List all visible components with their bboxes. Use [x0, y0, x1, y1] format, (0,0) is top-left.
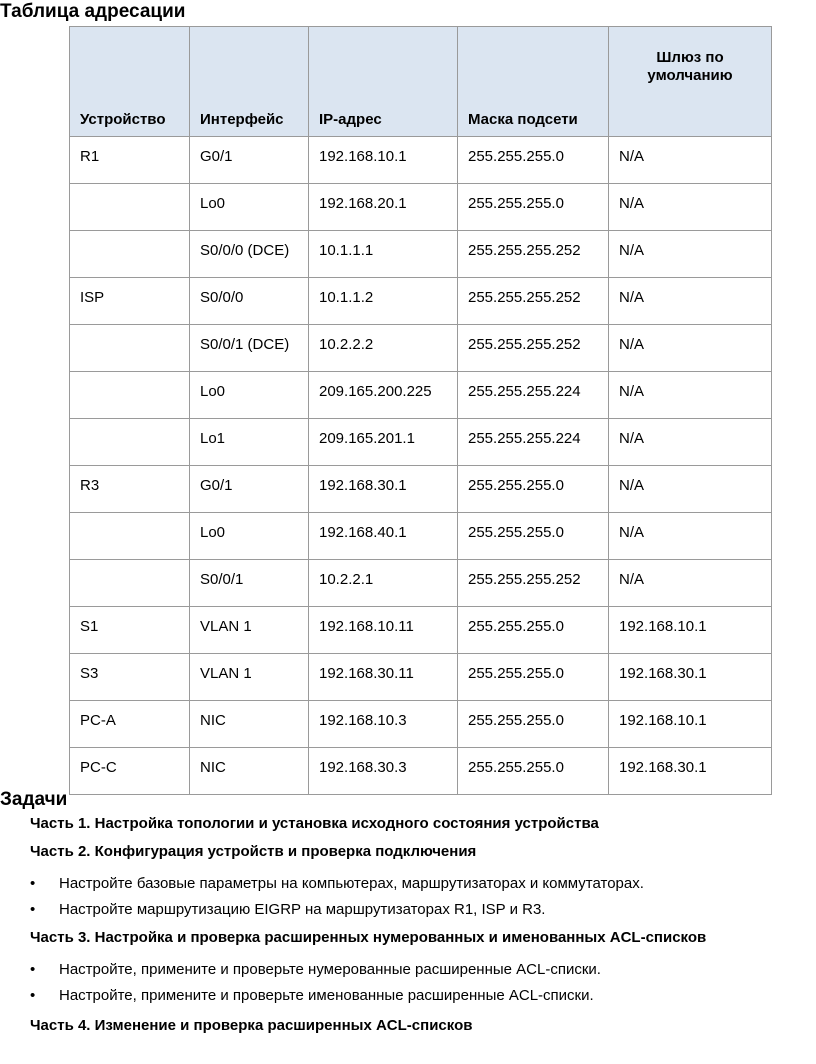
- cell-default-gateway: N/A: [609, 560, 772, 607]
- header-interface: Интерфейс: [190, 27, 309, 137]
- table-row: [70, 607, 772, 654]
- table-row: [70, 184, 772, 231]
- bullet-icon: •: [30, 875, 36, 892]
- tasks-section: [30, 815, 810, 1035]
- cell-ip-address: 192.168.10.11: [309, 607, 458, 654]
- part-4-heading: Часть 4. Изменение и проверка расширенных ACL-списков: [30, 1017, 473, 1034]
- cell-device: S1: [70, 607, 190, 654]
- cell-interface: NIC: [190, 701, 309, 748]
- cell-interface: G0/1: [190, 137, 309, 184]
- cell-subnet-mask: 255.255.255.0: [458, 137, 609, 184]
- cell-subnet-mask: 255.255.255.252: [458, 278, 609, 325]
- cell-default-gateway: N/A: [609, 513, 772, 560]
- cell-default-gateway: 192.168.30.1: [609, 748, 772, 795]
- cell-device: [70, 231, 190, 278]
- cell-default-gateway: N/A: [609, 419, 772, 466]
- table-row: [70, 231, 772, 278]
- cell-interface: G0/1: [190, 466, 309, 513]
- table-row: [70, 137, 772, 184]
- cell-device: PC-A: [70, 701, 190, 748]
- cell-interface: Lo0: [190, 184, 309, 231]
- header-default-gateway: Шлюз по умолчанию: [609, 27, 772, 137]
- table-row: [70, 513, 772, 560]
- cell-default-gateway: N/A: [609, 278, 772, 325]
- list-item-text: Настройте, примените и проверьте нумерованные расширенные ACL-списки.: [59, 961, 601, 978]
- cell-ip-address: 192.168.10.3: [309, 701, 458, 748]
- cell-interface: S0/0/1: [190, 560, 309, 607]
- cell-default-gateway: N/A: [609, 325, 772, 372]
- part-3-heading: Часть 3. Настройка и проверка расширенных нумерованных и именованных ACL-списков: [30, 929, 707, 946]
- part-3-list: [30, 961, 810, 1005]
- cell-interface: VLAN 1: [190, 607, 309, 654]
- header-ip-address: IP-адрес: [309, 27, 458, 137]
- header-subnet-mask: Маска подсети: [458, 27, 609, 137]
- cell-subnet-mask: 255.255.255.252: [458, 560, 609, 607]
- cell-subnet-mask: 255.255.255.224: [458, 372, 609, 419]
- cell-subnet-mask: 255.255.255.0: [458, 184, 609, 231]
- table-row: [70, 466, 772, 513]
- cell-device: [70, 372, 190, 419]
- table-row: [70, 654, 772, 701]
- part-2-list: [30, 875, 810, 919]
- cell-interface: S0/0/0 (DCE): [190, 231, 309, 278]
- cell-device: PC-C: [70, 748, 190, 795]
- page-title: Таблица адресации: [0, 1, 186, 22]
- cell-subnet-mask: 255.255.255.0: [458, 748, 609, 795]
- cell-subnet-mask: 255.255.255.0: [458, 607, 609, 654]
- table-row: [70, 701, 772, 748]
- cell-default-gateway: 192.168.30.1: [609, 654, 772, 701]
- cell-default-gateway: N/A: [609, 466, 772, 513]
- cell-interface: NIC: [190, 748, 309, 795]
- cell-ip-address: 10.2.2.1: [309, 560, 458, 607]
- cell-ip-address: 192.168.40.1: [309, 513, 458, 560]
- cell-device: [70, 419, 190, 466]
- list-item-text: Настройте базовые параметры на компьютерах, маршрутизаторах и коммутаторах.: [59, 875, 644, 892]
- table-body: [70, 137, 772, 795]
- cell-ip-address: 192.168.10.1: [309, 137, 458, 184]
- cell-device: S3: [70, 654, 190, 701]
- bullet-icon: •: [30, 961, 36, 978]
- bullet-icon: •: [30, 901, 36, 918]
- part-1-heading: Часть 1. Настройка топологии и установка исходного состояния устройства: [30, 815, 599, 832]
- cell-subnet-mask: 255.255.255.252: [458, 231, 609, 278]
- table-row: [70, 372, 772, 419]
- bullet-icon: •: [30, 987, 36, 1004]
- cell-default-gateway: 192.168.10.1: [609, 607, 772, 654]
- cell-interface: Lo0: [190, 372, 309, 419]
- tasks-title: Задачи: [0, 789, 68, 810]
- cell-interface: S0/0/1 (DCE): [190, 325, 309, 372]
- table-row: [70, 419, 772, 466]
- cell-device: [70, 325, 190, 372]
- table-row: [70, 560, 772, 607]
- header-device: Устройство: [70, 27, 190, 137]
- table-header-row: [70, 27, 772, 137]
- list-item: [30, 987, 810, 1005]
- cell-subnet-mask: 255.255.255.0: [458, 513, 609, 560]
- cell-default-gateway: N/A: [609, 231, 772, 278]
- cell-ip-address: 192.168.30.3: [309, 748, 458, 795]
- list-item: [30, 961, 810, 979]
- cell-interface: Lo1: [190, 419, 309, 466]
- cell-ip-address: 10.2.2.2: [309, 325, 458, 372]
- cell-default-gateway: N/A: [609, 184, 772, 231]
- cell-interface: VLAN 1: [190, 654, 309, 701]
- cell-device: R1: [70, 137, 190, 184]
- cell-default-gateway: N/A: [609, 372, 772, 419]
- list-item-text: Настройте, примените и проверьте именованные расширенные ACL-списки.: [59, 987, 594, 1004]
- part-2-heading: Часть 2. Конфигурация устройств и проверка подключения: [30, 843, 477, 860]
- table-row: [70, 278, 772, 325]
- cell-ip-address: 10.1.1.2: [309, 278, 458, 325]
- table-row: [70, 325, 772, 372]
- list-item-text: Настройте маршрутизацию EIGRP на маршрутизаторах R1, ISP и R3.: [59, 901, 546, 918]
- cell-interface: Lo0: [190, 513, 309, 560]
- cell-ip-address: 209.165.201.1: [309, 419, 458, 466]
- cell-device: R3: [70, 466, 190, 513]
- cell-default-gateway: N/A: [609, 137, 772, 184]
- table-row: [70, 748, 772, 795]
- list-item: [30, 901, 810, 919]
- cell-subnet-mask: 255.255.255.0: [458, 701, 609, 748]
- cell-default-gateway: 192.168.10.1: [609, 701, 772, 748]
- addressing-table: [69, 26, 772, 795]
- cell-subnet-mask: 255.255.255.0: [458, 466, 609, 513]
- cell-subnet-mask: 255.255.255.252: [458, 325, 609, 372]
- cell-interface: S0/0/0: [190, 278, 309, 325]
- cell-ip-address: 192.168.30.11: [309, 654, 458, 701]
- cell-device: [70, 513, 190, 560]
- cell-device: [70, 184, 190, 231]
- cell-subnet-mask: 255.255.255.0: [458, 654, 609, 701]
- cell-ip-address: 10.1.1.1: [309, 231, 458, 278]
- cell-device: [70, 560, 190, 607]
- list-item: [30, 875, 810, 893]
- cell-ip-address: 209.165.200.225: [309, 372, 458, 419]
- cell-device: ISP: [70, 278, 190, 325]
- cell-ip-address: 192.168.30.1: [309, 466, 458, 513]
- cell-subnet-mask: 255.255.255.224: [458, 419, 609, 466]
- cell-ip-address: 192.168.20.1: [309, 184, 458, 231]
